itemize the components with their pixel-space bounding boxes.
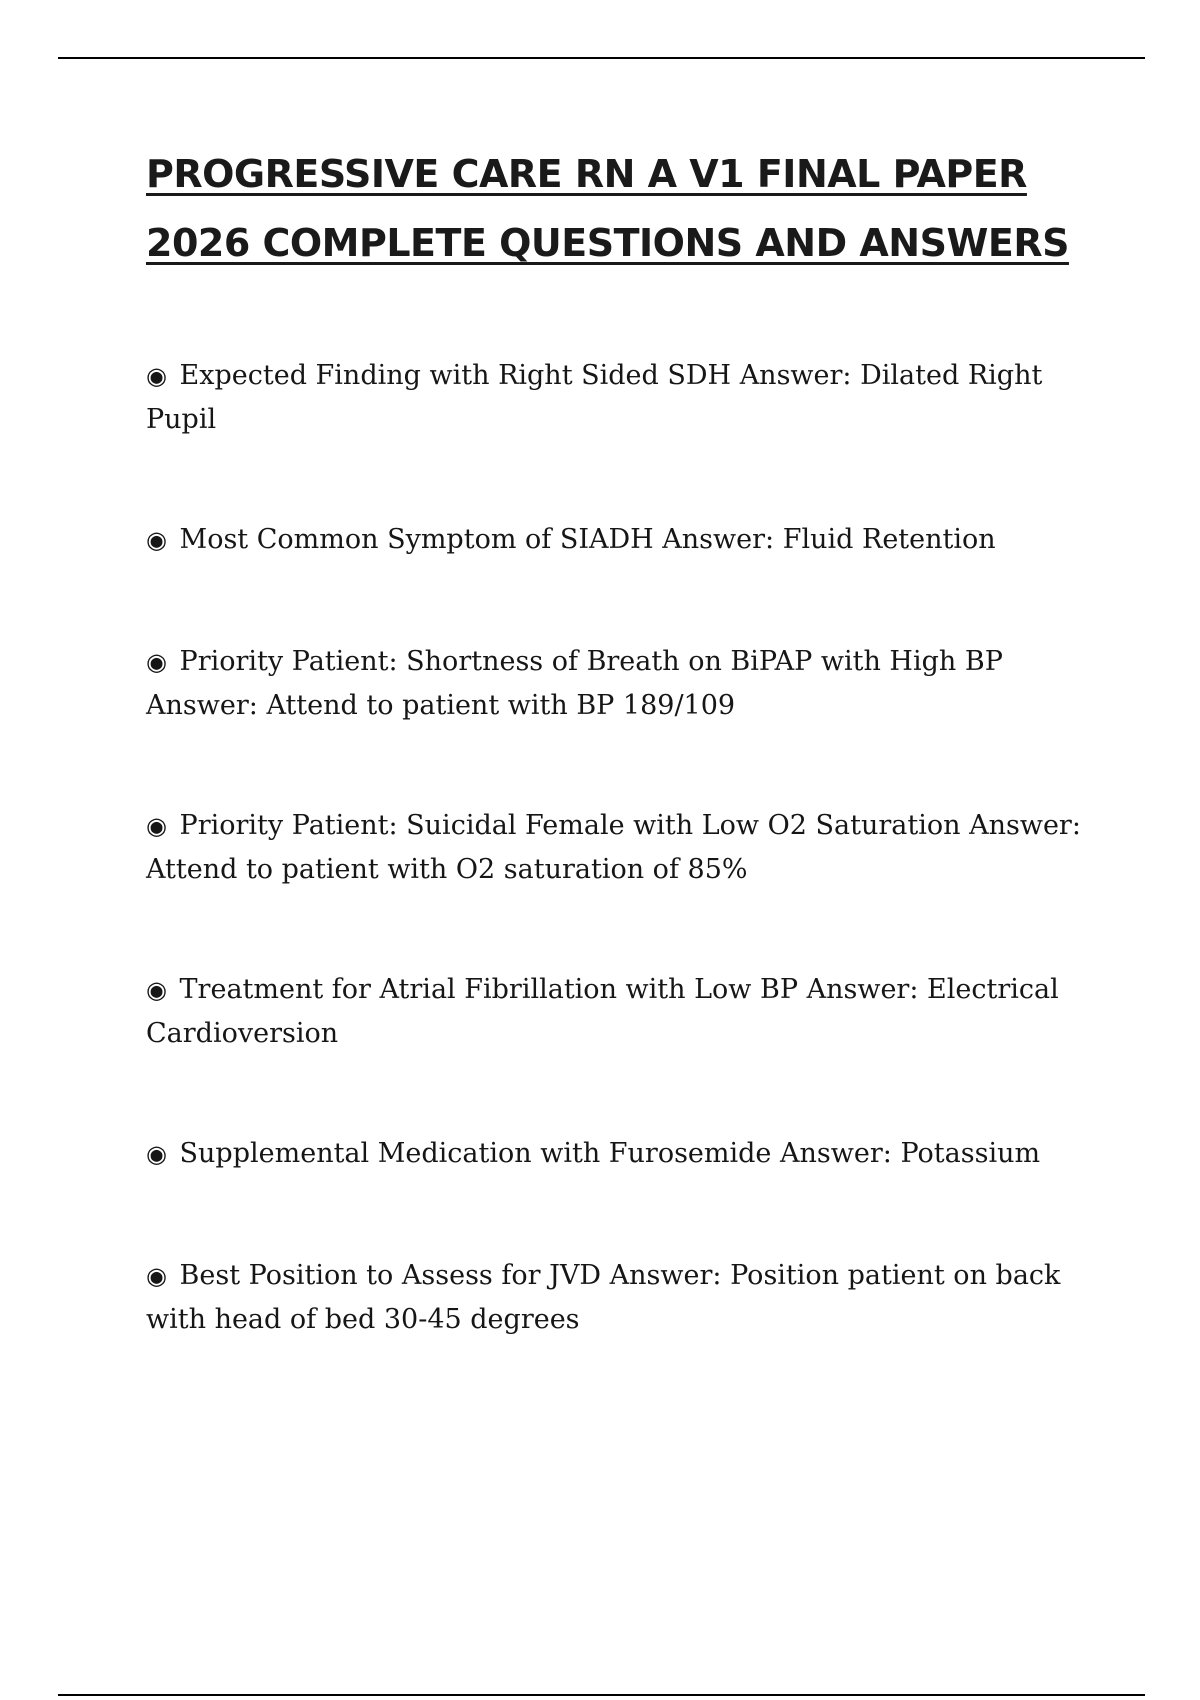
answer-text: Position patient on back with head of bed 30-45 degrees [146,1260,1061,1335]
qa-item [146,518,1086,562]
answer-text: Dilated Right Pupil [146,360,1043,435]
answer-text: Attend to patient with BP 189/109 [266,690,736,721]
question-text: Supplemental Medication with Furosemide [179,1138,772,1169]
top-rule [58,57,1145,59]
qa-item [146,354,1086,442]
answer-label: Answer: [662,524,775,555]
question-text: Treatment for Atrial Fibrillation with Low BP [179,974,798,1005]
answer-label: Answer: [969,810,1081,841]
answer-label: Answer: [739,360,852,391]
question-text: Most Common Symptom of SIADH [179,524,654,555]
bullet-icon: ◉ [146,648,167,676]
bullet-icon: ◉ [146,976,167,1004]
answer-label: Answer: [609,1260,722,1291]
answer-text: Attend to patient with O2 saturation of 85% [146,854,748,885]
answer-label: Answer: [806,974,919,1005]
question-text: Expected Finding with Right Sided SDH [179,360,732,391]
qa-item [146,1254,1086,1342]
bullet-icon: ◉ [146,362,167,390]
answer-text: Potassium [900,1138,1041,1169]
question-text: Priority Patient: Suicidal Female with Low O2 Saturation [179,810,961,841]
bullet-icon: ◉ [146,1140,167,1168]
qa-item [146,804,1086,892]
qa-item [146,640,1086,728]
qa-item [146,968,1086,1056]
answer-text: Fluid Retention [782,524,996,555]
title-line-2: 2026 COMPLETE QUESTIONS AND ANSWERS [146,221,1069,265]
question-text: Priority Patient: Shortness of Breath on BiPAP with High BP [179,646,1003,677]
answer-text: Electrical Cardioversion [146,974,1059,1049]
bullet-icon: ◉ [146,812,167,840]
page-title [146,140,1126,278]
bullet-icon: ◉ [146,526,167,554]
answer-label: Answer: [146,690,258,721]
answer-label: Answer: [780,1138,892,1169]
question-text: Best Position to Assess for JVD [179,1260,602,1291]
qa-item [146,1132,1086,1176]
bottom-rule [58,1694,1145,1696]
title-line-1: PROGRESSIVE CARE RN A V1 FINAL PAPER [146,152,1027,196]
bullet-icon: ◉ [146,1262,167,1290]
